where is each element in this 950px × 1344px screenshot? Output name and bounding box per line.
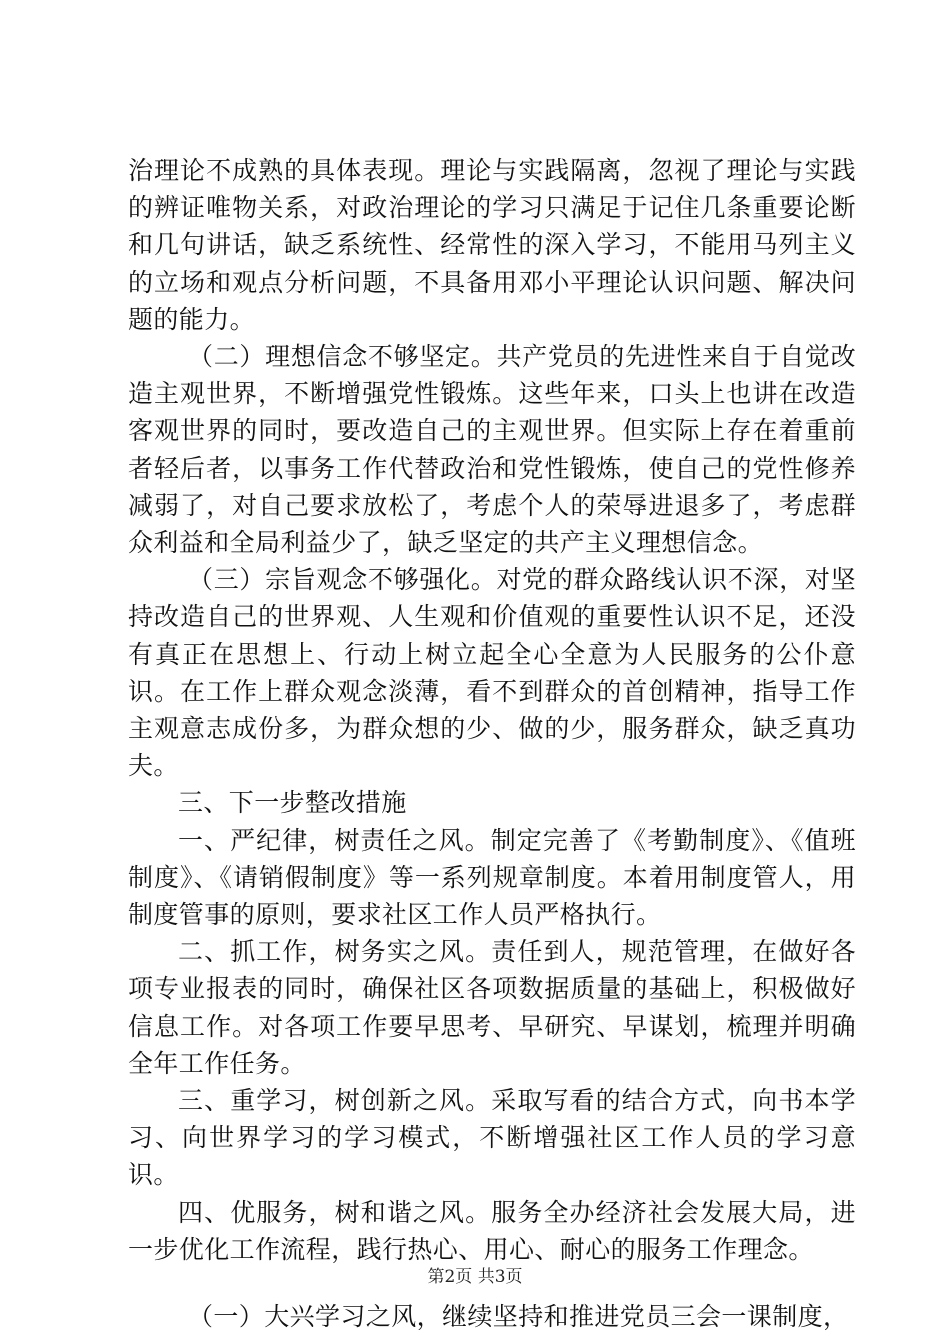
page-number-footer: 第2页 共3页 bbox=[427, 1267, 523, 1287]
paragraph-purpose-concept: （三）宗旨观念不够强化。对党的群众路线认识不深，对坚持改造自己的世界观、人生观和价值观的重要性认识不足，还没有真正在思想上、行动上树立起全心全意为人民服务的公仆意识。在工作上群众观念淡薄，看不到群众的首创精神，指导工作主观意志成份多，为群众想的少、做的少，服务群众，缺乏真功夫。 bbox=[128, 565, 856, 781]
section-heading-rectification: 三、下一步整改措施 bbox=[178, 788, 407, 818]
paragraph-study-culture: （一）大兴学习之风，继续坚持和推进党员三会一课制度， bbox=[188, 1302, 849, 1332]
paragraph-measure-work: 二、抓工作，树务实之风。责任到人，规范管理，在做好各项专业报表的同时，确保社区各项数据质量的基础上，积极做好信息工作。对各项工作要早思考、早研究、早谋划，梳理并明确全年工作任务。 bbox=[128, 937, 856, 1078]
paragraph-theory-immaturity: 治理论不成熟的具体表现。理论与实践隔离，忽视了理论与实践的辨证唯物关系，对政治理论的学习只满足于记住几条重要论断和几句讲话，缺乏系统性、经常性的深入学习，不能用马列主义的立场和观点分析问题，不具备用邓小平理论认识问题、解决问题的能力。 bbox=[128, 156, 856, 334]
document-body bbox=[128, 152, 856, 1335]
paragraph-ideals-beliefs: （二）理想信念不够坚定。共产党员的先进性来自于自觉改造主观世界，不断增强党性锻炼。这些年来，口头上也讲在改造客观世界的同时，要改造自己的主观世界。但实际上存在着重前者轻后者，以事务工作代替政治和党性锻炼，使自己的党性修养减弱了，对自己要求放松了，考虑个人的荣辱进退多了，考虑群众利益和全局利益少了，缺乏坚定的共产主义理想信念。 bbox=[128, 342, 856, 558]
paragraph-measure-service: 四、优服务，树和谐之风。服务全办经济社会发展大局，进一步优化工作流程，践行热心、用心、耐心的服务工作理念。 bbox=[128, 1197, 856, 1264]
paragraph-measure-discipline: 一、严纪律，树责任之风。制定完善了《考勤制度》、《值班制度》、《请销假制度》等一系列规章制度。本着用制度管人，用制度管事的原则，要求社区工作人员严格执行。 bbox=[128, 825, 856, 930]
paragraph-measure-study: 三、重学习，树创新之风。采取写看的结合方式，向书本学习、向世界学习的学习模式，不断增强社区工作人员的学习意识。 bbox=[128, 1086, 856, 1190]
